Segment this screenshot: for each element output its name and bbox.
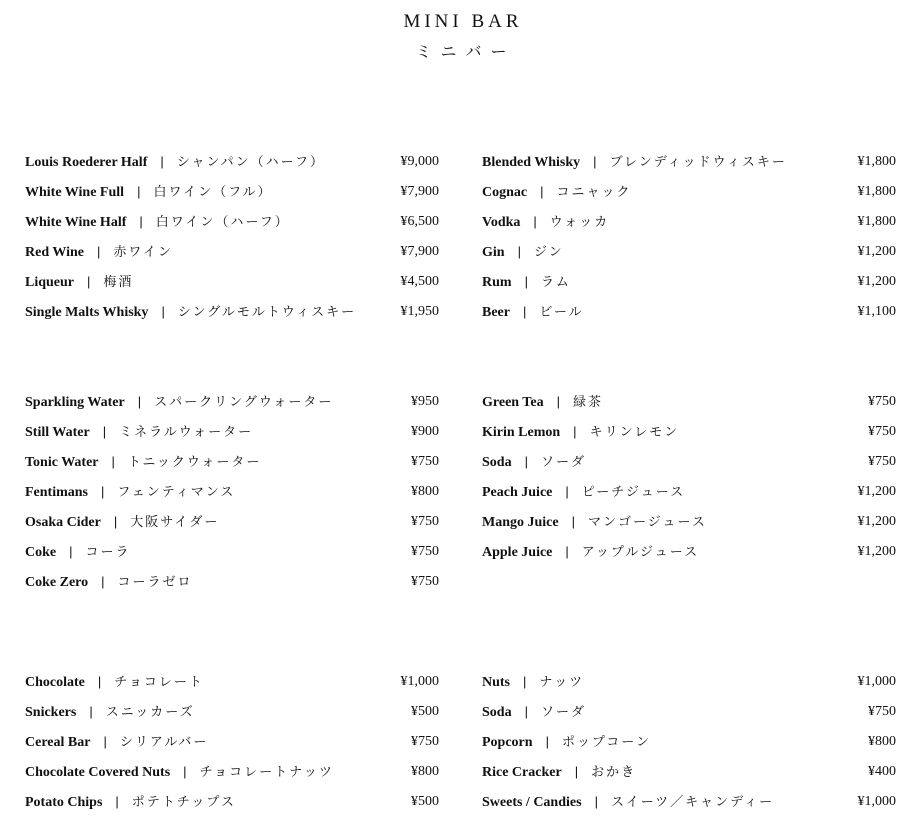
- item-name-en: Beer: [482, 305, 510, 320]
- menu-item: [25, 567, 439, 597]
- item-name-ja: シングルモルトウィスキー: [177, 305, 357, 320]
- separator: |: [111, 454, 115, 469]
- item-name-ja: ポップコーン: [561, 735, 652, 750]
- menu-item: [25, 237, 439, 267]
- item-price: ¥750: [411, 734, 439, 749]
- item-name-en: Chocolate Covered Nuts: [25, 765, 171, 780]
- menu-header: [0, 10, 922, 64]
- item-name-en: Peach Juice: [482, 485, 553, 500]
- menu-item: [482, 727, 896, 757]
- item-price: ¥800: [868, 734, 896, 749]
- item-name-ja: アップルジュース: [581, 545, 700, 560]
- item-name-ja: コニャック: [556, 185, 632, 200]
- item-name-ja: マンゴージュース: [588, 515, 707, 530]
- item-name-en: Still Water: [25, 425, 90, 440]
- item-name-ja: 大阪サイダー: [130, 515, 220, 530]
- separator: |: [115, 794, 119, 809]
- menu-item: [25, 537, 439, 567]
- item-name-ja: シャンパン（ハーフ）: [176, 155, 325, 170]
- menu-item: [25, 697, 439, 727]
- menu-item: [25, 147, 439, 177]
- item-name-en: Snickers: [25, 705, 77, 720]
- item-price: ¥1,800: [857, 154, 896, 169]
- menu-item: [25, 667, 439, 697]
- menu-item: [25, 177, 439, 207]
- separator: |: [97, 244, 101, 259]
- item-price: ¥1,200: [857, 544, 896, 559]
- separator: |: [524, 704, 528, 719]
- item-name-en: Louis Roederer Half: [25, 155, 148, 170]
- item-name-ja: ポテトチップス: [131, 795, 236, 810]
- menu-item: [25, 207, 439, 237]
- item-price: ¥500: [411, 794, 439, 809]
- item-name-en: Green Tea: [482, 395, 544, 410]
- separator: |: [565, 484, 569, 499]
- item-name-ja: おかき: [591, 765, 637, 780]
- item-name-en: Fentimans: [25, 485, 88, 500]
- item-name-ja: 緑茶: [572, 395, 603, 410]
- section-soft-drinks-right: [482, 387, 896, 567]
- section-alcohol-right: [482, 147, 896, 327]
- item-name-en: Sparkling Water: [25, 395, 125, 410]
- item-name-ja: 赤ワイン: [113, 245, 174, 260]
- menu-item: [25, 727, 439, 757]
- menu-item: [25, 507, 439, 537]
- item-price: ¥1,100: [857, 304, 896, 319]
- item-name-ja: 白ワイン（ハーフ）: [155, 215, 290, 230]
- separator: |: [593, 154, 597, 169]
- item-name-ja: ビール: [539, 305, 584, 320]
- item-name-en: Liqueur: [25, 275, 75, 290]
- item-name-ja: ラム: [540, 275, 571, 290]
- separator: |: [89, 704, 93, 719]
- item-name-ja: 白ワイン（フル）: [153, 185, 273, 200]
- item-name-ja: トニックウォーター: [127, 455, 262, 470]
- item-name-ja: ピーチジュース: [581, 485, 686, 500]
- separator: |: [87, 274, 91, 289]
- item-name-en: Blended Whisky: [482, 155, 581, 170]
- item-price: ¥750: [868, 454, 896, 469]
- menu-item: [482, 697, 896, 727]
- menu-item: [25, 417, 439, 447]
- item-name-en: Rum: [482, 275, 512, 290]
- item-name-ja: シリアルバー: [119, 735, 209, 750]
- separator: |: [565, 544, 569, 559]
- item-name-ja: フェンティマンス: [117, 485, 236, 500]
- separator: |: [137, 184, 141, 199]
- menu-item: [25, 267, 439, 297]
- item-name-ja: 梅酒: [103, 275, 134, 290]
- item-name-en: Rice Cracker: [482, 765, 562, 780]
- section-soft-drinks-left: [25, 387, 439, 597]
- item-price: ¥1,950: [400, 304, 439, 319]
- menu-item: [482, 267, 896, 297]
- menu-item: [482, 207, 896, 237]
- item-name-en: Chocolate: [25, 675, 85, 690]
- item-name-en: Popcorn: [482, 735, 533, 750]
- item-price: ¥750: [411, 544, 439, 559]
- item-price: ¥750: [411, 514, 439, 529]
- item-name-en: Osaka Cider: [25, 515, 101, 530]
- menu-item: [25, 757, 439, 787]
- item-name-ja: チョコレート: [114, 675, 204, 690]
- item-price: ¥950: [411, 394, 439, 409]
- menu-item: [482, 147, 896, 177]
- page-title-japanese: ミニバー: [415, 42, 516, 61]
- menu-item: [482, 387, 896, 417]
- menu-item: [482, 297, 896, 327]
- separator: |: [183, 764, 187, 779]
- menu-item: [482, 787, 896, 817]
- separator: |: [101, 484, 105, 499]
- separator: |: [594, 794, 598, 809]
- item-name-ja: ソーダ: [540, 705, 586, 720]
- item-name-en: Soda: [482, 705, 512, 720]
- item-name-en: Sweets / Candies: [482, 795, 582, 810]
- item-price: ¥1,800: [857, 214, 896, 229]
- separator: |: [574, 764, 579, 779]
- separator: |: [102, 424, 107, 439]
- separator: |: [137, 394, 142, 409]
- item-price: ¥400: [868, 764, 896, 779]
- item-name-ja: キリンレモン: [589, 425, 680, 440]
- item-name-en: White Wine Half: [25, 215, 127, 230]
- item-price: ¥1,000: [857, 674, 896, 689]
- separator: |: [161, 304, 165, 319]
- item-name-ja: ブレンディッドウィスキー: [609, 155, 787, 170]
- menu-item: [482, 477, 896, 507]
- item-name-ja: コーラ: [85, 545, 131, 560]
- item-name-en: White Wine Full: [25, 185, 125, 200]
- item-name-ja: チョコレートナッツ: [199, 765, 334, 780]
- item-price: ¥500: [411, 704, 439, 719]
- item-price: ¥800: [411, 764, 439, 779]
- item-name-en: Kirin Lemon: [482, 425, 561, 440]
- menu-item: [482, 757, 896, 787]
- separator: |: [540, 184, 544, 199]
- item-name-ja: ジン: [533, 245, 564, 260]
- separator: |: [160, 154, 164, 169]
- item-price: ¥750: [868, 424, 896, 439]
- item-price: ¥1,200: [857, 274, 896, 289]
- item-price: ¥900: [411, 424, 439, 439]
- separator: |: [524, 274, 528, 289]
- menu-item: [482, 417, 896, 447]
- separator: |: [573, 424, 577, 439]
- item-name-en: Apple Juice: [482, 545, 553, 560]
- item-price: ¥1,000: [400, 674, 439, 689]
- item-name-en: Mango Juice: [482, 515, 559, 530]
- separator: |: [103, 734, 107, 749]
- item-name-en: Cereal Bar: [25, 735, 91, 750]
- menu-item: [25, 787, 439, 817]
- separator: |: [69, 544, 73, 559]
- item-name-en: Cognac: [482, 185, 528, 200]
- section-snacks-right: [482, 667, 896, 817]
- menu-item: [482, 667, 896, 697]
- menu-item: [482, 447, 896, 477]
- item-price: ¥1,200: [857, 484, 896, 499]
- item-name-en: Tonic Water: [25, 455, 99, 470]
- item-price: ¥750: [411, 574, 439, 589]
- item-name-ja: コーラゼロ: [117, 575, 193, 590]
- separator: |: [533, 214, 537, 229]
- separator: |: [101, 574, 105, 589]
- item-price: ¥7,900: [400, 184, 439, 199]
- menu-item: [25, 447, 439, 477]
- item-price: ¥1,800: [857, 184, 896, 199]
- menu-item: [25, 387, 439, 417]
- item-name-en: Single Malts Whisky: [25, 305, 149, 320]
- item-price: ¥6,500: [400, 214, 439, 229]
- item-name-ja: スニッカーズ: [105, 705, 195, 720]
- item-name-ja: スイーツ／キャンディー: [610, 795, 775, 810]
- item-name-en: Coke: [25, 545, 57, 560]
- separator: |: [556, 394, 560, 409]
- section-alcohol-left: [25, 147, 439, 327]
- item-name-ja: ナッツ: [539, 675, 585, 690]
- item-price: ¥9,000: [400, 154, 439, 169]
- separator: |: [113, 514, 118, 529]
- item-price: ¥1,200: [857, 514, 896, 529]
- menu-item: [25, 477, 439, 507]
- item-name-ja: ウォッカ: [549, 215, 610, 230]
- separator: |: [571, 514, 575, 529]
- separator: |: [524, 454, 528, 469]
- item-name-en: Gin: [482, 245, 505, 260]
- item-price: ¥750: [868, 704, 896, 719]
- item-name-en: Red Wine: [25, 245, 84, 260]
- page-title: MINI BAR: [403, 11, 523, 32]
- item-price: ¥1,200: [857, 244, 896, 259]
- item-name-en: Nuts: [482, 675, 511, 690]
- separator: |: [139, 214, 143, 229]
- item-name-en: Potato Chips: [25, 795, 103, 810]
- item-name-ja: ミネラルウォーター: [119, 425, 254, 440]
- item-price: ¥750: [411, 454, 439, 469]
- item-name-en: Vodka: [482, 215, 521, 230]
- item-price: ¥4,500: [400, 274, 439, 289]
- item-name-en: Soda: [482, 455, 512, 470]
- item-price: ¥1,000: [857, 794, 896, 809]
- item-name-ja: ソーダ: [540, 455, 586, 470]
- separator: |: [545, 734, 549, 749]
- item-price: ¥800: [411, 484, 439, 499]
- menu-item: [482, 177, 896, 207]
- item-name-ja: スパークリングウォーター: [154, 395, 334, 410]
- menu-item: [482, 237, 896, 267]
- separator: |: [522, 304, 527, 319]
- menu-item: [482, 507, 896, 537]
- item-price: ¥7,900: [400, 244, 439, 259]
- section-snacks-left: [25, 667, 439, 817]
- separator: |: [523, 674, 527, 689]
- menu-item: [25, 297, 439, 327]
- separator: |: [517, 244, 521, 259]
- item-name-en: Coke Zero: [25, 575, 89, 590]
- item-price: ¥750: [868, 394, 896, 409]
- menu-item: [482, 537, 896, 567]
- separator: |: [97, 674, 102, 689]
